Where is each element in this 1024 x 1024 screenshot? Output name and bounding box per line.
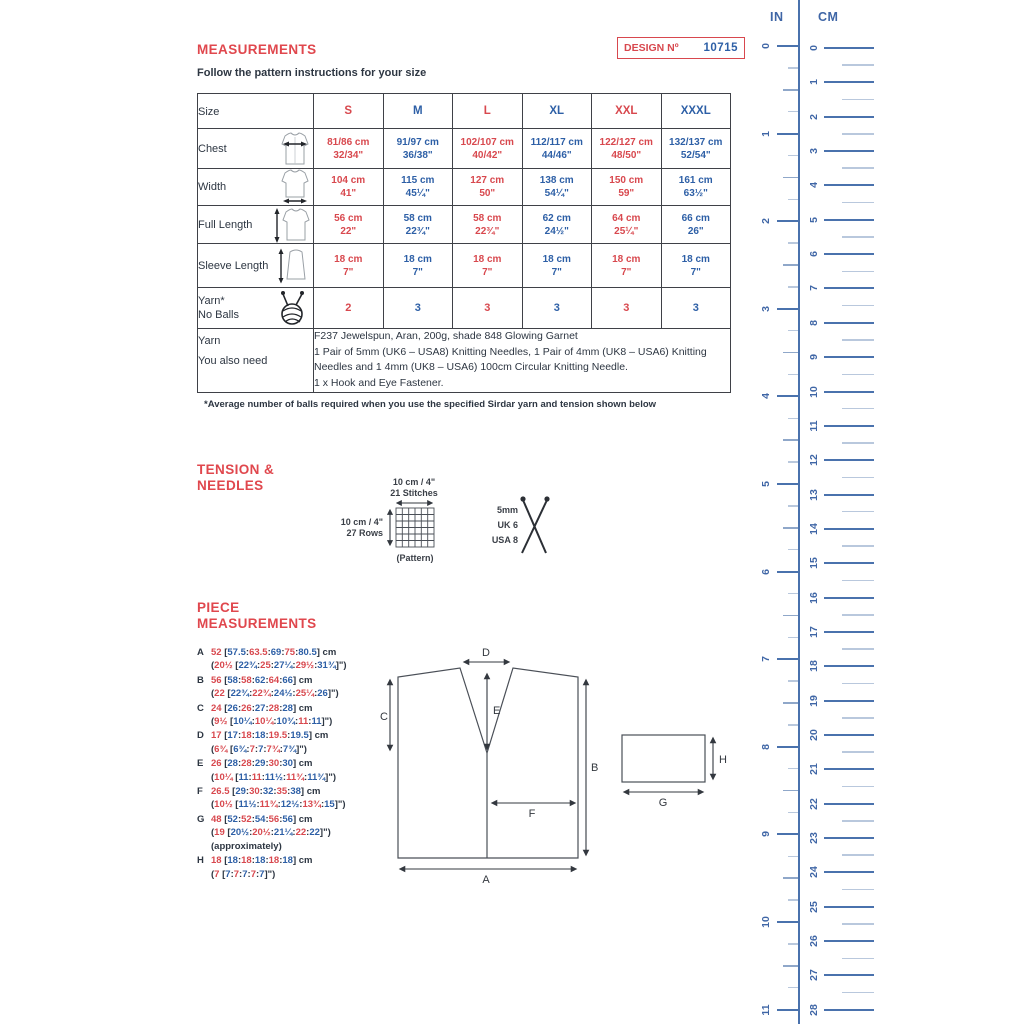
yarn-info-text: F237 Jewelspun, Aran, 200g, shade 848 Glowing Garnet 1 Pair of 5mm (UK6 – USA8) Knitting Needles, 1 Pair of 4mm (UK8 – USA6) Knitting Needles and 1 4mm (UK8 – USA6) 100cm Circular Knitting Needle. 1 x Hook and Eye Fastener. [314, 329, 731, 393]
table-cell: 56 cm 22" [314, 206, 384, 244]
row-label-full-length: Full Length [198, 206, 314, 244]
ruler-tick [842, 477, 874, 479]
design-number-box [617, 37, 745, 59]
ruler-tick [824, 494, 874, 496]
ruler-tick [824, 974, 874, 976]
ruler-tick-label: 28 [808, 1003, 820, 1016]
ruler-tick-label: 21 [808, 763, 820, 776]
ruler-tick [783, 790, 798, 792]
piece-schematic-diagram [380, 640, 740, 910]
needle-usa-label: USA 8 [491, 535, 518, 545]
piece-measurement-H: H 18 [18:18:18:18:18] cm (7 [7:7:7:7:7]") [197, 855, 313, 880]
vest-chest-arrow-icon [277, 131, 313, 167]
table-cell: 18 cm 7" [592, 244, 662, 288]
design-number: 10715 [703, 42, 738, 54]
size-row-label: Size [198, 94, 314, 129]
ruler-tick [788, 67, 798, 69]
size-header-M: M [383, 94, 453, 129]
ruler-tick-label: 26 [808, 935, 820, 947]
table-cell: 18 cm 7" [453, 244, 523, 288]
size-header-XXXL: XXXL [661, 94, 731, 129]
dim-letter-H: H [719, 754, 727, 766]
ruler-tick [824, 940, 874, 942]
ruler-tick [788, 680, 798, 682]
ruler-tick [788, 987, 798, 989]
ruler-tick [783, 439, 798, 441]
ruler-tick-label: 14 [808, 523, 820, 535]
ruler-tick [777, 395, 798, 397]
table-cell: 102/107 cm 40/42" [453, 129, 523, 169]
ruler-tick [842, 133, 874, 135]
ruler-tick [824, 631, 874, 633]
size-header-L: L [453, 94, 523, 129]
ruler-tick [842, 580, 874, 582]
dimension-arrows [390, 662, 586, 869]
row-label-sleeve-length: Sleeve Length [198, 244, 314, 288]
tension-heading-line2: NEEDLES [197, 478, 264, 493]
ruler-tick [824, 322, 874, 324]
ruler-tick [777, 308, 798, 310]
tension-grid [396, 508, 434, 547]
ruler-tick-label: 23 [808, 832, 820, 844]
table-cell: 18 cm 7" [661, 244, 731, 288]
ruler-tick [788, 155, 798, 157]
table-cell: 150 cm 59" [592, 169, 662, 206]
tension-width-label: 10 cm / 4" [392, 477, 436, 487]
ruler-tick [824, 700, 874, 702]
ruler-tick [777, 921, 798, 923]
tension-heading-line1: TENSION & [197, 462, 275, 477]
ruler-tick-label: 11 [808, 420, 820, 432]
ruler-tick-label: 6 [760, 568, 772, 575]
ruler-tick [842, 820, 874, 822]
piece-heading-line1: PIECE [197, 600, 240, 615]
ruler-tick [824, 219, 874, 221]
tension-rows-label: 27 Rows [346, 528, 383, 538]
ruler-tick [824, 768, 874, 770]
ruler-tick [824, 1009, 874, 1011]
ruler-tick [783, 264, 798, 266]
ruler-tick [824, 184, 874, 186]
dim-letter-E: E [493, 705, 501, 717]
ruler-cm-header: CM [818, 10, 839, 24]
piece-measurement-E: E 26 [28:28:29:30:30] cm (10¼ [11:11:11½:11¾:11¾]") [197, 758, 337, 783]
ruler-tick [788, 637, 798, 639]
row-label-width: Width [198, 169, 314, 206]
knitting-needles-icon [520, 496, 549, 553]
ruler-inches-header: IN [770, 10, 784, 24]
ruler-tick [788, 111, 798, 113]
table-cell: 18 cm 7" [383, 244, 453, 288]
size-header-XL: XL [522, 94, 592, 129]
ruler-tick [783, 352, 798, 354]
piece-measurement-B: B 56 [58:58:62:64:66] cm (22 [22¾:22¾:24½:25¼:26]") [197, 674, 339, 700]
ruler-tick [842, 717, 874, 719]
table-cell: 62 cm 24½" [522, 206, 592, 244]
table-cell: 112/117 cm 44/46" [522, 129, 592, 169]
vest-width-arrow-icon [277, 169, 313, 205]
ruler-tick [842, 614, 874, 616]
ruler-tick [783, 965, 798, 967]
ruler-tick [842, 854, 874, 856]
ruler-tick [777, 483, 798, 485]
ruler-tick [824, 356, 874, 358]
ruler-tick [824, 528, 874, 530]
table-cell: 127 cm 50" [453, 169, 523, 206]
ruler-tick [842, 64, 874, 66]
ruler-tick [824, 837, 874, 839]
ruler-tick [824, 597, 874, 599]
dim-letter-C: C [380, 711, 388, 723]
ruler-tick [788, 856, 798, 858]
piece-measurement-D: D 17 [17:18:18:19.5:19.5] cm (6¾ [6¾:7:7:7¾:7¾]") [197, 730, 329, 755]
ruler-tick [788, 593, 798, 595]
ruler-tick [824, 81, 874, 83]
piece-measurement-F: F 26.5 [29:30:32:35:38] cm (10½ [11½:11¾:12½:13¾:15]") [197, 786, 346, 811]
ruler-tick [842, 167, 874, 169]
ruler-tick [842, 992, 874, 994]
ruler-tick [824, 47, 874, 49]
ruler-tick [842, 305, 874, 307]
yarn-balls-cell: 3 [661, 288, 731, 329]
tension-stitches-label: 21 Stitches [390, 488, 438, 498]
ruler-tick-label: 19 [808, 694, 820, 707]
ruler-tick [788, 943, 798, 945]
ruler-tick [824, 425, 874, 427]
piece-heading-line2: MEASUREMENTS [197, 616, 317, 631]
ruler-tick-label: 0 [808, 45, 820, 51]
yarn-balls-cell: 3 [522, 288, 592, 329]
ruler-tick [824, 391, 874, 393]
sleeve-piece-outline [622, 735, 705, 782]
ruler-tick [842, 99, 874, 101]
dim-letter-F: F [528, 808, 536, 820]
ruler-tick [824, 150, 874, 152]
ruler-tick-label: 8 [760, 743, 772, 750]
ruler-tick [788, 330, 798, 332]
piece-measurement-list [197, 646, 387, 882]
ruler-tick [842, 374, 874, 376]
yarn-balls-cell: 3 [592, 288, 662, 329]
ruler-tick [824, 906, 874, 908]
ruler-tick [783, 527, 798, 529]
ruler-tick [777, 833, 798, 835]
ruler-tick-label: 20 [808, 729, 820, 741]
ruler-tick [777, 1009, 798, 1011]
ruler-tick-label: 1 [808, 79, 820, 86]
tension-heading [197, 462, 274, 494]
ruler-tick [783, 877, 798, 879]
ruler-tick [824, 803, 874, 805]
table-cell: 138 cm 54¼" [522, 169, 592, 206]
ruler-tick [788, 199, 798, 201]
ruler-tick [824, 871, 874, 873]
ruler-tick [777, 658, 798, 660]
dim-letter-G: G [658, 797, 668, 809]
ruler-tick-label: 8 [808, 319, 820, 326]
ruler-tick [777, 45, 798, 47]
table-cell: 18 cm 7" [522, 244, 592, 288]
piece-measurement-C: C 24 [26:26:27:28:28] cm (9½ [10¼:10¼:10¾:11:11]") [197, 702, 333, 728]
ruler-tick-label: 25 [808, 900, 820, 913]
needle-uk-label: UK 6 [497, 520, 518, 530]
ruler-tick [842, 511, 874, 513]
ruler-tick-label: 1 [760, 130, 772, 137]
ruler-tick-label: 16 [808, 591, 820, 604]
ruler-tick [842, 751, 874, 753]
ruler-tick [824, 116, 874, 118]
ruler-tick [788, 242, 798, 244]
ruler-tick-label: 4 [760, 393, 772, 400]
dim-letter-A: A [482, 874, 490, 886]
tension-height-label: 10 cm / 4" [340, 517, 383, 527]
row-label-yarn-no-balls: Yarn* No Balls [198, 288, 314, 329]
ruler-tick-label: 3 [808, 148, 820, 154]
ruler-tick-label: 7 [760, 656, 772, 663]
size-header-XXL: XXL [592, 94, 662, 129]
yarn-ball-icon [275, 288, 313, 328]
ruler-tick-label: 3 [760, 305, 772, 312]
ruler-tick [842, 648, 874, 650]
ruler-tick [777, 571, 798, 573]
ruler-tick [783, 177, 798, 179]
ruler-tick [824, 287, 874, 289]
table-cell: 64 cm 25¼" [592, 206, 662, 244]
ruler-tick [842, 202, 874, 204]
piece-measurements-heading [197, 600, 317, 632]
table-cell: 161 cm 63½" [661, 169, 731, 206]
measurements-heading: MEASUREMENTS [197, 42, 317, 57]
ruler-tick-label: 27 [808, 969, 820, 982]
table-cell: 132/137 cm 52/54" [661, 129, 731, 169]
ruler-tick-label: 22 [808, 797, 820, 810]
row-label-chest: Chest [198, 129, 314, 169]
ruler-tick [842, 958, 874, 960]
ruler-tick [824, 734, 874, 736]
body-piece-outline [398, 668, 578, 858]
ruler-tick-label: 13 [808, 488, 820, 501]
table-cell: 115 cm 45¼" [383, 169, 453, 206]
tension-pattern-label: (Pattern) [396, 553, 434, 563]
ruler-tick [842, 339, 874, 341]
ruler-tick [777, 133, 798, 135]
ruler-tick [788, 461, 798, 463]
ruler-tick [842, 236, 874, 238]
ruler-tick-label: 10 [808, 385, 820, 398]
ruler-tick-label: 9 [808, 354, 820, 361]
ruler-tick [842, 545, 874, 547]
ruler-tick [824, 253, 874, 255]
ruler-tick-label: 15 [808, 557, 820, 570]
ruler-tick [842, 889, 874, 891]
ruler-tick [777, 746, 798, 748]
dim-letter-B: B [591, 762, 599, 774]
ruler-tick [842, 408, 874, 410]
ruler-tick [788, 724, 798, 726]
yarn-balls-cell: 3 [383, 288, 453, 329]
ruler-tick [842, 786, 874, 788]
ruler-tick-label: 2 [808, 113, 820, 120]
ruler-tick [788, 812, 798, 814]
ruler-tick [824, 665, 874, 667]
table-cell: 66 cm 26" [661, 206, 731, 244]
ruler-tick [842, 271, 874, 273]
table-cell: 122/127 cm 48/50" [592, 129, 662, 169]
table-cell: 91/97 cm 36/38" [383, 129, 453, 169]
size-instructions-note: Follow the pattern instructions for your size [197, 67, 427, 79]
ruler-tick-label: 4 [808, 182, 820, 189]
ruler-tick-label: 17 [808, 626, 820, 638]
ruler-tick-label: 18 [808, 660, 820, 673]
table-cell: 104 cm 41" [314, 169, 384, 206]
ruler-tick [783, 89, 798, 91]
ruler-tick [777, 220, 798, 222]
piece-measurement-A: A 52 [57.5:63.5:69:75:80.5] cm (20½ [22¾:25:27¼:29½:31¾]") [197, 647, 347, 672]
yarn-balls-cell: 2 [314, 288, 384, 329]
ruler-tick [788, 505, 798, 507]
ruler-tick [783, 702, 798, 704]
ruler-tick [788, 899, 798, 901]
table-cell: 58 cm 22¾" [383, 206, 453, 244]
ruler-tick-label: 5 [760, 481, 772, 487]
ruler-tick [788, 418, 798, 420]
sleeve-arrow-icon [277, 248, 313, 284]
sleeve-dimension-arrows [624, 738, 713, 792]
ruler-tick-label: 2 [760, 218, 772, 225]
ruler-tick-label: 5 [808, 216, 820, 223]
ruler-tick [842, 683, 874, 685]
balls-footnote: *Average number of balls required when you use the specified Sirdar yarn and tension shown below [204, 399, 657, 410]
size-table [197, 93, 731, 393]
table-cell: 18 cm 7" [314, 244, 384, 288]
tension-diagram [335, 470, 570, 568]
ruler-tick [788, 286, 798, 288]
ruler-tick [824, 459, 874, 461]
ruler-tick-label: 7 [808, 285, 820, 292]
yarn-balls-cell: 3 [453, 288, 523, 329]
ruler-tick-label: 0 [760, 43, 772, 49]
ruler-tick [788, 768, 798, 770]
design-label: DESIGN Nº [624, 42, 679, 54]
ruler-tick [842, 923, 874, 925]
ruler-tick [788, 549, 798, 551]
ruler-tick-label: 11 [760, 1004, 772, 1016]
ruler-tick-label: 12 [808, 454, 820, 467]
ruler-tick [783, 615, 798, 617]
ruler-tick-label: 9 [760, 831, 772, 838]
table-cell: 58 cm 22¾" [453, 206, 523, 244]
table-cell: 81/86 cm 32/34" [314, 129, 384, 169]
vest-length-arrow-icon [273, 207, 313, 243]
ruler-tick-label: 6 [808, 251, 820, 258]
piece-measurement-G: G 48 [52:52:54:56:56] cm (19 [20½:20½:21¼:22:22]") (approximately) [197, 813, 331, 852]
size-header-S: S [314, 94, 384, 129]
needle-size-label: 5mm [496, 505, 518, 515]
ruler-tick [824, 562, 874, 564]
row-label-yarn-info: Yarn You also need [198, 329, 314, 393]
ruler-tick-label: 24 [808, 866, 820, 879]
ruler-tick [788, 374, 798, 376]
ruler-tick-label: 10 [760, 916, 772, 928]
dim-letter-D: D [482, 647, 490, 659]
ruler-divider-line [798, 0, 800, 1024]
ruler-tick [842, 442, 874, 444]
